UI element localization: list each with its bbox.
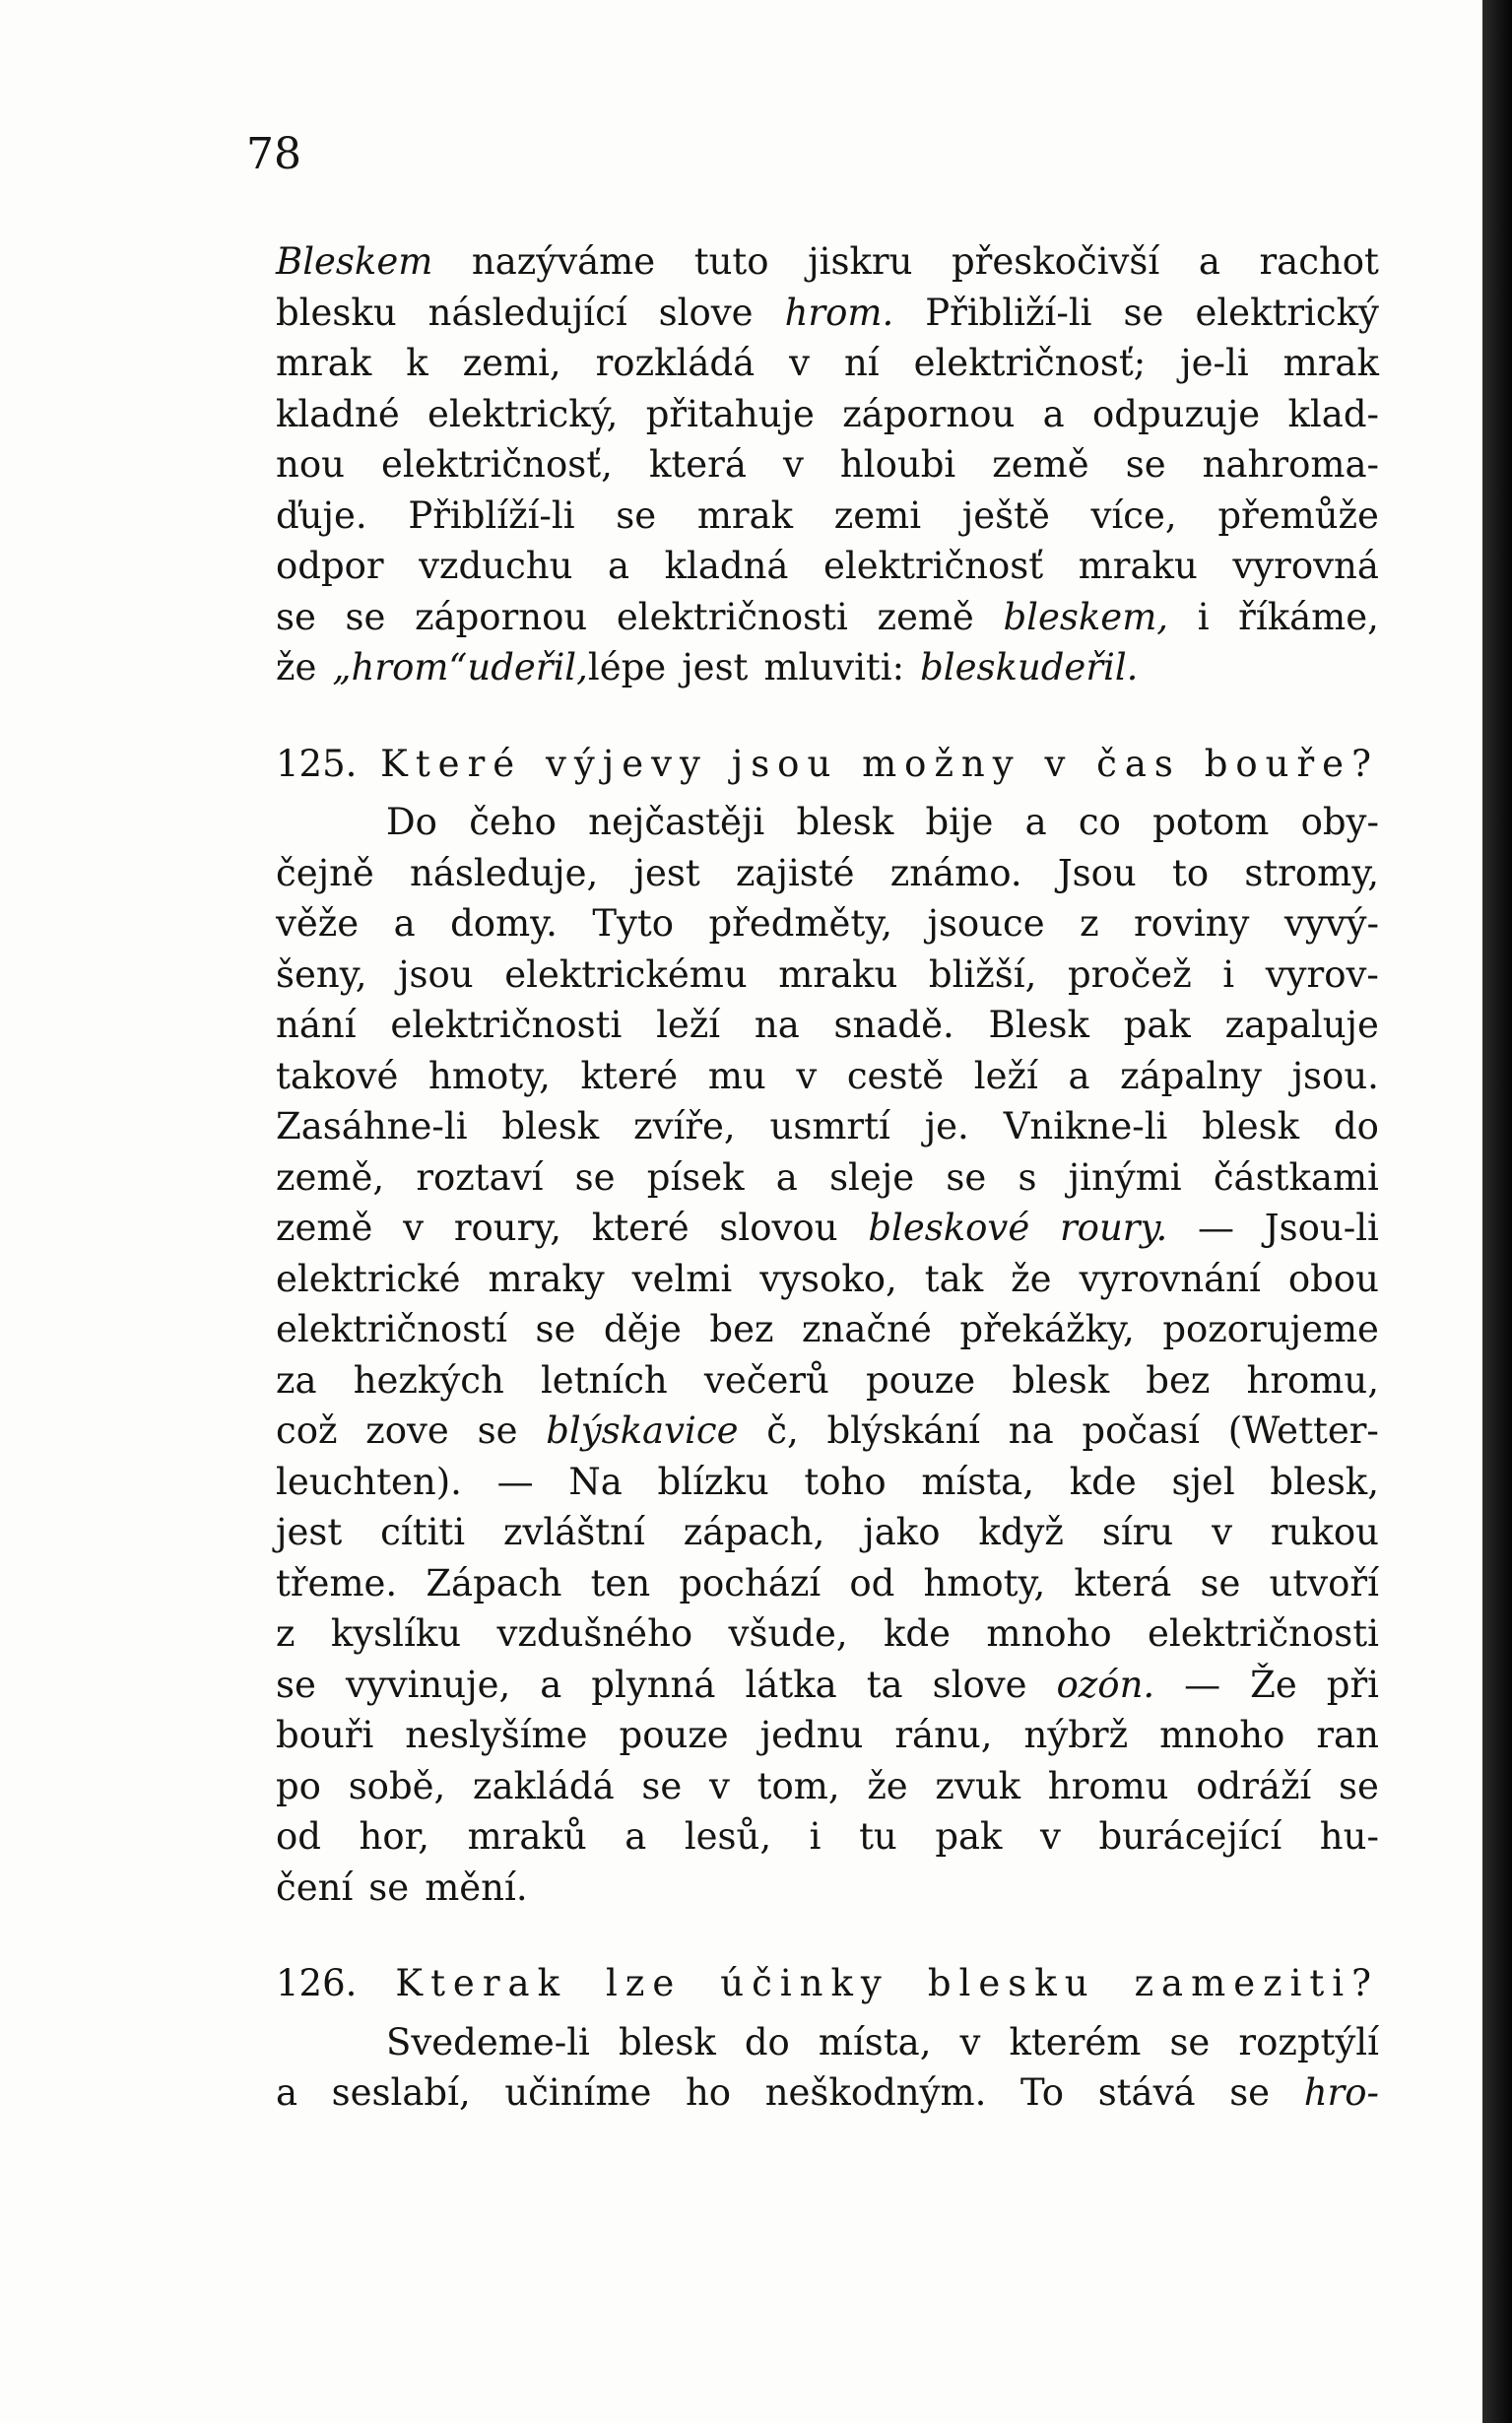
text-line: nání električnosti leží na snadě. Blesk pak zapaluje [276,1004,1379,1046]
section-heading-126: 126. Kterak lze účinky blesku zameziti? [276,1962,1379,2004]
text-line: že „hrom“ udeřil, lépe jest mluviti: blesk udeřil. [276,646,1139,688]
paragraph-lightning [276,236,1379,693]
scan-edge [1482,0,1512,2423]
text-line: od hor, mraků a lesů, i tu pak v burácející hu- [276,1815,1379,1858]
text-line: za hezkých letních večerů pouze blesk bez hromu, [276,1358,1379,1402]
paragraph-protection [276,2017,1379,2119]
text-line: věže a domy. Tyto předměty, jsouce z roviny vyvý- [276,902,1379,945]
text-line: což zove se blýskavice č, blýskání na počasí (Wetter- [276,1409,1379,1452]
text-line: čejně následuje, jest zajisté známo. Jsou to stromy, [276,851,1379,894]
text-line: Do čeho nejčastěji blesk bije a co potom oby- [386,801,1379,843]
text-line: se vyvinuje, a plynná látka ta slove ozón. — Že při [276,1663,1379,1706]
text-line: země v roury, které slovou bleskové roury. — Jsou-li [276,1207,1379,1249]
page-text [276,236,1379,2119]
text-line: bouři neslyšíme pouze jednu ránu, nýbrž mnoho ran [276,1714,1379,1756]
text-line: po sobě, zakládá se v tom, že zvuk hromu odráží se [276,1764,1379,1807]
text-line: blesku následující slove hrom. Přibliží-li se elektrický [276,291,1379,334]
text-line: čení se mění. [276,1866,528,1909]
text-line: Zasáhne-li blesk zvíře, usmrtí je. Vnikne-li blesk do [276,1105,1379,1147]
text-line: odpor vzduchu a kladná električnosť mraku vyrovná [276,545,1379,587]
text-line: elektrické mraky velmi vysoko, tak že vyrovnání obou [276,1257,1379,1300]
text-line: nou električnosť, která v hloubi země se nahroma- [276,443,1379,486]
section-heading-125: 125. Které výjevy jsou možny v čas bouře? [276,742,1379,785]
text-line: mrak k zemi, rozkládá v ní električnosť; je-li mrak [276,342,1379,384]
text-line: šeny, jsou elektrickému mraku bližší, pročež i vyrov- [276,952,1379,996]
text-line: z kyslíku vzdušného všude, kde mnoho električnosti [276,1612,1379,1655]
paragraph-phenomena [276,797,1379,1913]
page-number: 78 [246,129,301,179]
text-line: třeme. Zápach ten pochází od hmoty, která se utvoří [276,1561,1379,1604]
text-line: Svedeme-li blesk do místa, v kterém se rozptýlí [386,2020,1379,2063]
text-line: leuchten). — Na blízku toho místa, kde sjel blesk, [276,1460,1379,1503]
text-line: ďuje. Přiblíží-li se mrak zemi ještě více, přemůže [276,493,1379,537]
text-line: se se zápornou električnosti země bleskem, i říkáme, [276,595,1379,638]
text-line: takové hmoty, které mu v cestě leží a zápalny jsou. [276,1054,1379,1097]
text-line: Bleskem nazýváme tuto jiskru přeskočivší a rachot [276,240,1379,283]
text-line: električností se děje bez značné překážky, pozorujeme [276,1308,1379,1350]
text-line: země, roztaví se písek a sleje se s jinými částkami [276,1155,1379,1199]
text-line: a seslabí, učiníme ho neškodným. To stává se hro- [276,2071,1379,2114]
text-line: jest cítiti zvláštní zápach, jako když síru v rukou [276,1511,1379,1553]
text-line: kladné elektrický, přitahuje zápornou a odpuzuje klad- [276,392,1379,435]
